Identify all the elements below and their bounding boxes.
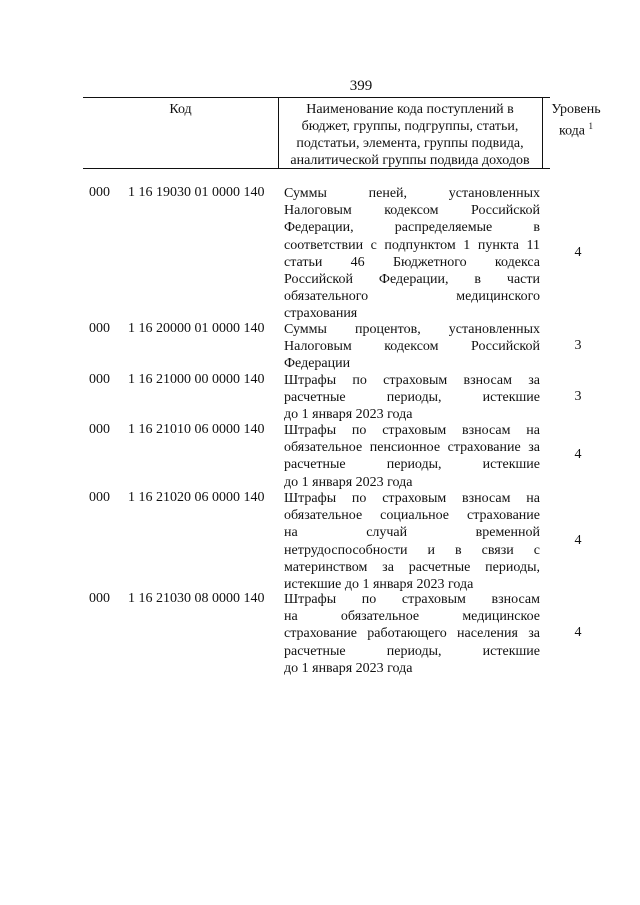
row-code: 1 16 21030 08 0000 140 xyxy=(128,591,265,606)
row-description-line: нетрудоспособности и в связи с xyxy=(284,542,540,558)
row-code: 1 16 19030 01 0000 140 xyxy=(128,185,265,200)
header-level-line: Уровень xyxy=(551,102,601,117)
table-header xyxy=(83,97,601,169)
row-level: 4 xyxy=(574,625,582,640)
row-level: 3 xyxy=(574,337,582,353)
row-description xyxy=(284,185,540,323)
header-name-line: подстатьи, элемента, группы подвида, xyxy=(296,136,524,151)
row-prefix: 000 xyxy=(89,185,110,200)
row-description-line: расчетные периоды, истекшие xyxy=(284,643,540,659)
row-description xyxy=(284,372,540,424)
row-level: 4 xyxy=(574,532,582,548)
header-level-word: кода xyxy=(558,123,586,139)
row-description-line: обязательное пенсионное страхование за xyxy=(284,440,540,456)
row-description-line: Штрафы по страховым взносам на xyxy=(284,423,540,438)
header-name-line: аналитической группы подвида доходов xyxy=(290,153,530,168)
row-description-line: до 1 января 2023 года xyxy=(284,474,413,490)
row-description-line: расчетные периоды, истекшие xyxy=(284,390,540,406)
header-level-label xyxy=(546,101,606,140)
row-description-line: Штрафы по страховым взносам xyxy=(284,592,540,607)
header-name-line: бюджет, группы, подгруппы, статьи, xyxy=(301,119,519,134)
row-description xyxy=(284,321,540,373)
row-prefix: 000 xyxy=(89,372,110,387)
header-name-line: Наименование кода поступлений в xyxy=(306,102,514,117)
row-prefix: 000 xyxy=(89,321,110,336)
header-name-label xyxy=(278,101,542,169)
row-description-line: материнством за расчетные периоды, xyxy=(284,559,540,575)
row-description-line: Федерации, распределяемые в xyxy=(284,220,540,236)
row-description-line: обязательное социальное страхование xyxy=(284,508,540,524)
row-description-line: страхование работающего населения за xyxy=(284,626,540,642)
header-level-column xyxy=(542,98,601,168)
header-code-column xyxy=(83,98,279,168)
row-description-line: на случай временной xyxy=(284,525,540,541)
row-level: 3 xyxy=(574,388,582,404)
footnote-marker: 1 xyxy=(588,121,594,131)
row-description xyxy=(284,422,540,491)
row-description-line: Российской Федерации, в части xyxy=(284,272,540,288)
row-description-line: Федерации xyxy=(284,356,351,372)
row-description-line: Налоговым кодексом Российской xyxy=(284,339,540,355)
row-code: 1 16 21020 06 0000 140 xyxy=(128,490,265,505)
row-prefix: 000 xyxy=(89,422,110,437)
row-description-line: Налоговым кодексом Российской xyxy=(284,203,540,219)
row-description-line: истекшие до 1 января 2023 года xyxy=(284,577,474,593)
row-description-line: расчетные периоды, истекшие xyxy=(284,457,540,473)
row-code: 1 16 21000 00 0000 140 xyxy=(128,372,265,387)
row-description-line: Штрафы по страховым взносам за xyxy=(284,373,540,388)
header-level-line-2 xyxy=(546,118,606,140)
row-level: 4 xyxy=(574,244,582,260)
row-description xyxy=(284,490,540,593)
row-description-line: до 1 января 2023 года xyxy=(284,660,413,676)
header-code-label: Код xyxy=(169,102,192,117)
row-description-line: соответствии с подпунктом 1 пункта 11 xyxy=(284,237,540,253)
row-description-line: страхования xyxy=(284,306,358,322)
row-description-line: статьи 46 Бюджетного кодекса xyxy=(284,254,540,270)
row-description-line: Штрафы по страховым взносам на xyxy=(284,491,540,506)
header-name-column xyxy=(278,98,543,168)
row-description-line: на обязательное медицинское xyxy=(284,609,540,625)
row-description-line: Суммы пеней, установленных xyxy=(284,186,540,201)
row-description-line: обязательного медицинского xyxy=(284,289,540,305)
row-description-line: до 1 января 2023 года xyxy=(284,407,413,423)
row-level: 4 xyxy=(574,447,582,463)
page-number: 399 xyxy=(349,78,373,94)
row-code: 1 16 20000 01 0000 140 xyxy=(128,321,265,336)
row-code: 1 16 21010 06 0000 140 xyxy=(128,422,265,437)
row-description-line: Суммы процентов, установленных xyxy=(284,322,540,337)
row-prefix: 000 xyxy=(89,490,110,505)
row-prefix: 000 xyxy=(89,591,110,606)
row-description xyxy=(284,591,540,677)
